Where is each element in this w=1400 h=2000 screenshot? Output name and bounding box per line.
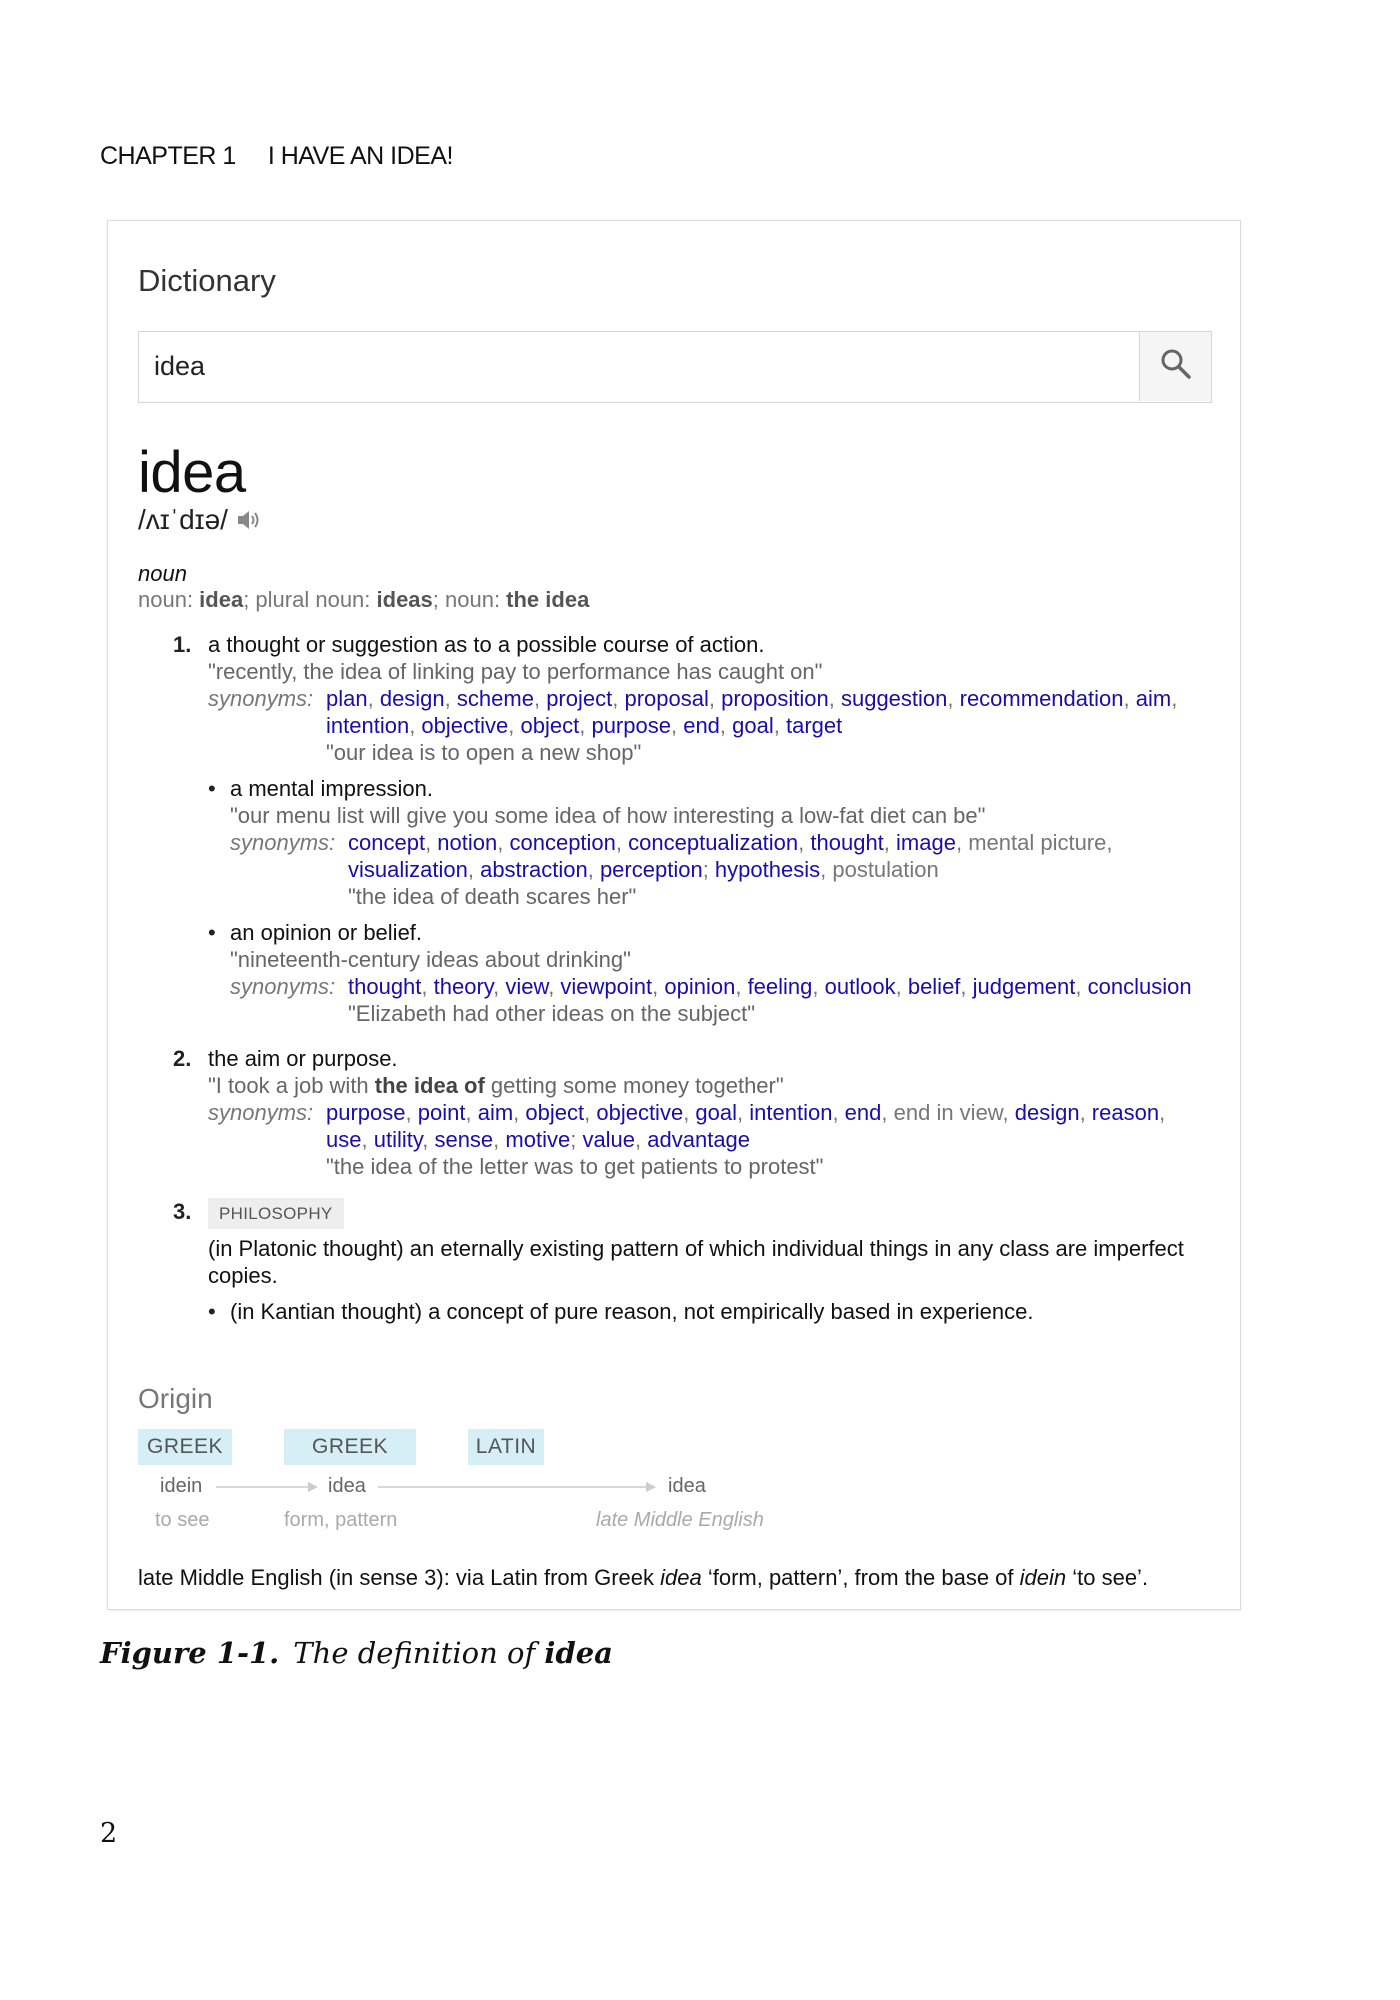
synonym-link[interactable]: motive [505, 1127, 571, 1152]
synonym-link[interactable]: end [844, 1100, 882, 1125]
sense-example: "I took a job with the idea of getting some money together" [208, 1073, 784, 1098]
synonym-link[interactable]: abstraction [480, 857, 588, 882]
sense-number: 1. [173, 632, 192, 657]
synonym-link[interactable]: conceptualization [628, 830, 799, 855]
synonym-link[interactable]: design [1014, 1100, 1080, 1125]
sense-number: 3. [173, 1199, 192, 1224]
subsense-definition: a mental impression. [230, 776, 433, 801]
search-box [138, 331, 1212, 403]
etymology-word: idein [160, 1475, 203, 1497]
etymology-word: idea [328, 1475, 366, 1497]
synonym-link[interactable]: intention [749, 1100, 833, 1125]
search-button[interactable] [1139, 332, 1211, 401]
synonym-link[interactable]: reason [1091, 1100, 1160, 1125]
subsense-definition: (in Kantian thought) a concept of pure reason, not empirically based in experience. [230, 1299, 1034, 1324]
caption-term: idea [544, 1636, 613, 1670]
etymology-gloss: form, pattern [284, 1509, 398, 1531]
synonym-link[interactable]: judgement [972, 974, 1076, 999]
synonym-link[interactable]: opinion [664, 974, 736, 999]
subsense-example: "nineteenth-century ideas about drinking" [230, 947, 631, 972]
synonym-link[interactable]: plan [326, 686, 368, 711]
synonym-link[interactable]: hypothesis [714, 857, 821, 882]
synonym-link[interactable]: feeling [747, 974, 813, 999]
synonym-link[interactable]: design [379, 686, 445, 711]
synonym-link[interactable]: thought [348, 974, 422, 999]
synonym-link[interactable]: object [520, 713, 580, 738]
synonyms-label: synonyms: [208, 1100, 314, 1125]
synonym-link[interactable]: project [546, 686, 613, 711]
word-forms: noun: idea; plural noun: ideas; noun: the idea [138, 587, 590, 612]
synonym-list: concept, notion, conception, conceptualization, thought, image, mental picture, visualization, abstraction, perception; hypothesis, postulation [348, 830, 1113, 882]
bullet: • [208, 920, 216, 945]
synonym-list: purpose, point, aim, object, objective, goal, intention, end, end in view, design, reason, use, utility, sense, motive; value, advantage [326, 1100, 1166, 1152]
sense-definition: a thought or suggestion as to a possible course of action. [208, 632, 765, 657]
synonym-link[interactable]: thought [810, 830, 884, 855]
synonym-link[interactable]: point [417, 1100, 466, 1125]
pronunciation-row [138, 504, 262, 536]
senses-list [138, 631, 1212, 1325]
synonym-link[interactable]: goal [695, 1100, 738, 1125]
bullet: • [208, 1299, 216, 1324]
origin-tag-greek: GREEK [138, 1429, 232, 1465]
synonym-link[interactable]: goal [732, 713, 774, 738]
origin-tag-greek: GREEK [284, 1429, 416, 1465]
search-input[interactable] [139, 332, 1139, 401]
synonym-link[interactable]: end [683, 713, 720, 738]
synonym-link[interactable]: purpose [591, 713, 671, 738]
etymology-arrow [378, 1477, 658, 1497]
synonym-example: "Elizabeth had other ideas on the subject" [348, 1001, 755, 1026]
sense-definition: (in Platonic thought) an eternally existing pattern of which individual things in any class are imperfect copies. [208, 1236, 1184, 1288]
chapter-header [100, 142, 453, 171]
synonym-link[interactable]: image [896, 830, 956, 855]
synonym-link[interactable]: proposal [624, 686, 709, 711]
synonym-link[interactable]: aim [477, 1100, 514, 1125]
synonym-link[interactable]: advantage [647, 1127, 751, 1152]
synonym-link[interactable]: belief [907, 974, 961, 999]
dictionary-card [107, 220, 1241, 1610]
synonyms-label: synonyms: [230, 830, 336, 855]
synonym-link[interactable]: viewpoint [560, 974, 653, 999]
synonyms-label: synonyms: [230, 974, 336, 999]
search-icon [1159, 347, 1193, 386]
synonym-link[interactable]: utility [373, 1127, 423, 1152]
synonym-link[interactable]: object [525, 1100, 585, 1125]
origin-tag-latin: LATIN [468, 1429, 544, 1465]
origin-sentence: late Middle English (in sense 3): via Latin from Greek idea ‘form, pattern’, from the base of idein ‘to see’. [138, 1565, 1149, 1590]
synonym-link[interactable]: intention [326, 713, 410, 738]
synonym-link[interactable]: visualization [348, 857, 468, 882]
synonym-example: "our idea is to open a new shop" [326, 740, 642, 765]
synonym-plain: mental picture [968, 830, 1107, 855]
speaker-icon[interactable] [236, 508, 262, 532]
sense-2 [138, 1045, 1212, 1180]
headword: idea [138, 440, 246, 505]
sense-definition: the aim or purpose. [208, 1046, 398, 1071]
synonym-plain: end in view [893, 1100, 1003, 1125]
synonym-link[interactable]: notion [437, 830, 498, 855]
subsense-example: "our menu list will give you some idea of how interesting a low-fat diet can be" [230, 803, 986, 828]
synonym-link[interactable]: use [326, 1127, 362, 1152]
chapter-number: CHAPTER 1 [100, 142, 236, 170]
pronunciation: /ʌɪˈdɪə/ [138, 504, 228, 535]
synonyms-label: synonyms: [208, 686, 314, 711]
synonym-link[interactable]: objective [421, 713, 509, 738]
synonym-example: "the idea of the letter was to get patients to protest" [326, 1154, 824, 1179]
synonym-link[interactable]: theory [433, 974, 494, 999]
etymology-gloss: to see [155, 1509, 210, 1531]
etymology-word: idea [668, 1475, 706, 1497]
synonym-list: plan, design, scheme, project, proposal, proposition, suggestion, recommendation, aim, intention, objective, object, purpose, end, goal, target [326, 686, 1178, 738]
subsense-opinion [208, 919, 1212, 1027]
synonym-link[interactable]: concept [348, 830, 426, 855]
synonym-link[interactable]: scheme [456, 686, 534, 711]
caption-text: The definition of [293, 1636, 545, 1670]
synonym-link[interactable]: aim [1135, 686, 1172, 711]
synonym-link[interactable]: conception [509, 830, 616, 855]
subsense-definition: an opinion or belief. [230, 920, 423, 945]
figure-caption [100, 1636, 613, 1670]
synonym-link[interactable]: value [582, 1127, 636, 1152]
synonym-link[interactable]: perception [599, 857, 703, 882]
synonyms-row [208, 1099, 1212, 1180]
etymology-gloss: late Middle English [596, 1509, 764, 1531]
sense-example: "recently, the idea of linking pay to performance has caught on" [208, 659, 823, 684]
bullet: • [208, 776, 216, 801]
synonym-link[interactable]: conclusion [1087, 974, 1192, 999]
synonym-link[interactable]: view [505, 974, 549, 999]
synonyms-row [208, 685, 1212, 766]
synonym-link[interactable]: sense [434, 1127, 494, 1152]
synonym-link[interactable]: outlook [824, 974, 896, 999]
figure-label: Figure 1-1. [100, 1636, 280, 1670]
page-number: 2 [100, 1818, 118, 1849]
synonym-link[interactable]: target [785, 713, 843, 738]
etymology-arrow [216, 1477, 320, 1497]
synonym-link[interactable]: suggestion [840, 686, 948, 711]
part-of-speech: noun [138, 561, 187, 586]
synonyms-row [230, 973, 1212, 1027]
synonyms-row [230, 829, 1212, 910]
synonym-link[interactable]: purpose [326, 1100, 406, 1125]
origin-heading: Origin [138, 1383, 213, 1414]
sense-1 [138, 631, 1212, 1027]
synonym-list: thought, theory, view, viewpoint, opinion, feeling, outlook, belief, judgement, conclusion [348, 974, 1192, 999]
chapter-title: I HAVE AN IDEA! [267, 142, 453, 170]
synonym-link[interactable]: objective [596, 1100, 684, 1125]
synonym-example: "the idea of death scares her" [348, 884, 637, 909]
sense-3 [138, 1198, 1212, 1325]
synonym-link[interactable]: proposition [721, 686, 829, 711]
subsense-mental-impression [208, 775, 1212, 910]
subject-tag: PHILOSOPHY [208, 1198, 344, 1229]
subsense-kantian [208, 1298, 1212, 1325]
synonym-link[interactable]: recommendation [959, 686, 1124, 711]
dictionary-heading: Dictionary [138, 263, 276, 298]
synonym-plain: postulation [832, 857, 939, 882]
sense-number: 2. [173, 1046, 192, 1071]
